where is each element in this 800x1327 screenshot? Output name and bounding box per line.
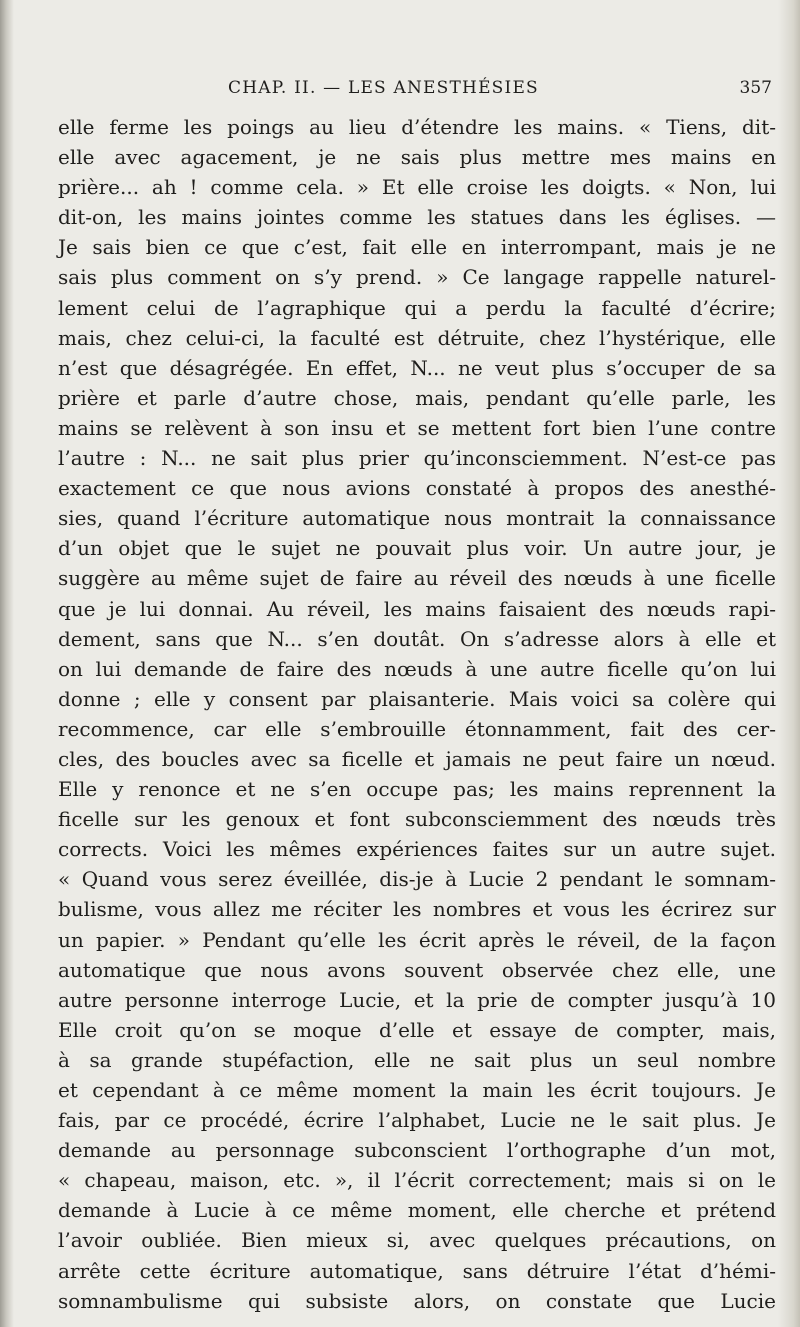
running-head: CHAP. II. — LES ANESTHÉSIES [228,78,539,98]
text-line: n’est que désagrégée. En effet, N... ne veut plus s’occuper de sa [58,355,776,380]
text-line: dit-on, les mains jointes comme les statues dans les églises. — [58,205,776,230]
text-line: dement, sans que N... s’en doutât. On s’adresse alors à elle et [58,626,776,651]
text-line: corrects. Voici les mêmes expériences faites sur un autre sujet. [58,837,776,862]
text-line: elle avec agacement, je ne sais plus mettre mes mains en [58,145,776,170]
text-line: arrête cette écriture automatique, sans détruire l’état d’hémi- [58,1258,776,1283]
text-line: on lui demande de faire des nœuds à une autre ficelle qu’on lui [58,656,776,681]
text-line: l’autre : N... ne sait plus prier qu’inconsciemment. N’est-ce pas [58,446,776,471]
text-line: sies, quand l’écriture automatique nous montrait la connaissance [58,506,776,531]
text-line: sais plus comment on s’y prend. » Ce langage rappelle naturel- [58,265,776,290]
text-line: donne ; elle y consent par plaisanterie. Mais voici sa colère qui [58,686,776,711]
page-gutter-shadow [0,0,14,1327]
text-line: mains se relèvent à son insu et se mettent fort bien l’une contre [58,415,776,440]
text-line: mais, chez celui-ci, la faculté est détruite, chez l’hystérique, elle [58,325,776,350]
text-line: prière... ah ! comme cela. » Et elle croise les doigts. « Non, lui [58,175,776,200]
text-line: « chapeau, maison, etc. », il l’écrit correctement; mais si on le [58,1168,776,1193]
text-line: bulisme, vous allez me réciter les nombres et vous les écrirez sur [58,897,776,922]
text-line: Je sais bien ce que c’est, fait elle en interrompant, mais je ne [58,235,776,260]
text-line: prière et parle d’autre chose, mais, pendant qu’elle parle, les [58,385,776,410]
text-line: d’un objet que le sujet ne pouvait plus voir. Un autre jour, je [58,536,776,561]
text-line: un papier. » Pendant qu’elle les écrit après le réveil, de la façon [58,927,776,952]
text-line: Elle y renonce et ne s’en occupe pas; les mains reprennent la [58,777,776,802]
page-number: 357 [739,78,772,98]
page-edge [778,0,800,1327]
text-line: Elle croit qu’on se moque d’elle et essaye de compter, mais, [58,1017,776,1042]
text-line: demande au personnage subconscient l’orthographe d’un mot, [58,1138,776,1163]
text-line: que je lui donnai. Au réveil, les mains faisaient des nœuds rapi- [58,596,776,621]
body-text [58,112,776,1316]
text-line: autre personne interroge Lucie, et la prie de compter jusqu’à 10 [58,987,776,1012]
text-line: l’avoir oubliée. Bien mieux si, avec quelques précautions, on [58,1228,776,1253]
text-line: ficelle sur les genoux et font subconsciemment des nœuds très [58,807,776,832]
page-header [40,78,782,104]
text-line: à sa grande stupéfaction, elle ne sait plus un seul nombre [58,1047,776,1072]
text-line: fais, par ce procédé, écrire l’alphabet, Lucie ne le sait plus. Je [58,1108,776,1133]
text-line: exactement ce que nous avions constaté à propos des anesthé- [58,476,776,501]
text-line: cles, des boucles avec sa ficelle et jamais ne peut faire un nœud. [58,746,776,771]
text-line: somnambulisme qui subsiste alors, on constate que Lucie [58,1288,776,1313]
text-line: automatique que nous avons souvent observée chez elle, une [58,957,776,982]
text-line: lement celui de l’agraphique qui a perdu la faculté d’écrire; [58,295,776,320]
text-line: recommence, car elle s’embrouille étonnamment, fait des cer- [58,716,776,741]
text-line: demande à Lucie à ce même moment, elle cherche et prétend [58,1198,776,1223]
text-line: « Quand vous serez éveillée, dis-je à Lucie 2 pendant le somnam- [58,867,776,892]
text-line: elle ferme les poings au lieu d’étendre les mains. « Tiens, dit- [58,115,776,139]
text-line: et cependant à ce même moment la main les écrit toujours. Je [58,1078,776,1102]
text-line: suggère au même sujet de faire au réveil des nœuds à une ficelle [58,566,776,591]
